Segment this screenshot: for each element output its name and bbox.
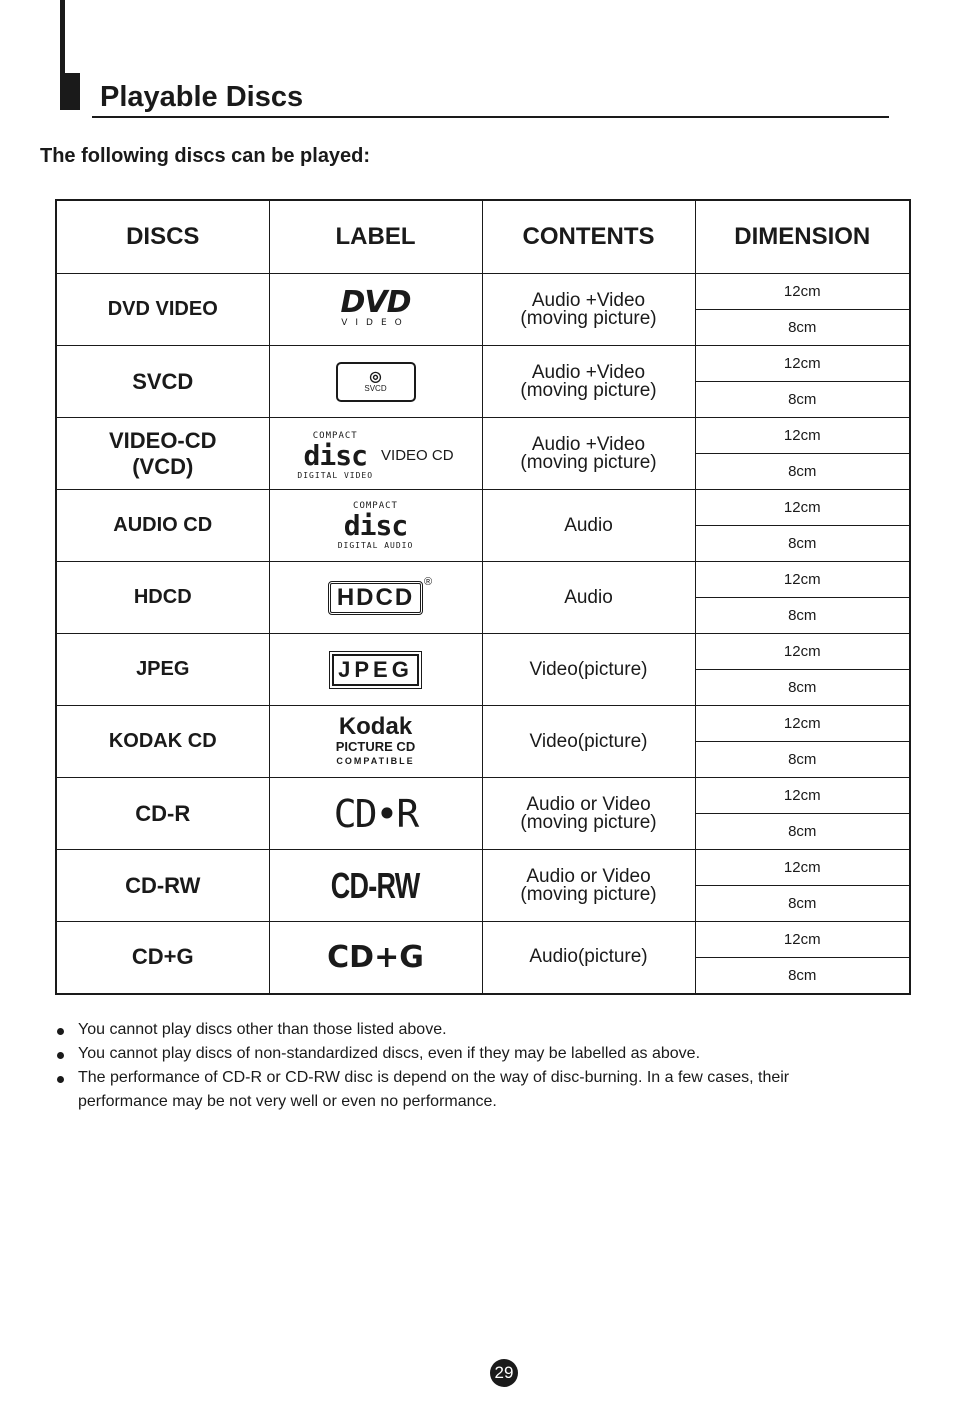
- logo-main-text: disc: [303, 438, 367, 472]
- disc-name: AUDIO CD: [56, 490, 269, 562]
- contents-line: (moving picture): [520, 451, 657, 473]
- table-row: [56, 634, 910, 706]
- dimension-8cm: 8cm: [788, 607, 817, 624]
- contents-cell: [482, 706, 695, 778]
- disc-logo-cell: [269, 778, 482, 850]
- dimension-12cm: 12cm: [696, 922, 910, 958]
- contents-line: Audio +Video: [531, 361, 646, 383]
- contents-line: (moving picture): [520, 811, 657, 833]
- dimension-cell: [695, 562, 910, 634]
- contents-cell: [482, 346, 695, 418]
- contents-line: Audio: [564, 514, 613, 536]
- disc-name: DVD VIDEO: [56, 274, 269, 346]
- logo-sub-text: PICTURE CD: [335, 739, 416, 754]
- table-row: [56, 418, 910, 490]
- dimension-cell: [695, 274, 910, 346]
- compact-disc-audio-logo: [338, 499, 414, 553]
- dimension-12cm: 12cm: [696, 418, 910, 454]
- hdcd-logo: [328, 575, 435, 615]
- dvd-video-logo: [340, 285, 411, 329]
- dimension-8cm: 8cm: [788, 535, 817, 552]
- logo-top-text: COMPACT: [353, 500, 398, 511]
- notes-list: [57, 1018, 857, 1114]
- dimension-12cm: 12cm: [696, 634, 910, 670]
- contents-line: (moving picture): [520, 379, 657, 401]
- dimension-cell: [695, 706, 910, 778]
- contents-cell: [482, 634, 695, 706]
- contents-line: Audio or Video: [526, 865, 651, 887]
- dimension-12cm: 12cm: [696, 490, 910, 526]
- logo-main-text: HDCD: [336, 583, 415, 611]
- video-cd-logo: [297, 429, 453, 483]
- dimension-cell: [695, 490, 910, 562]
- disc-logo-cell: [269, 346, 482, 418]
- disc-logo-cell: [269, 562, 482, 634]
- contents-line: Video(picture): [529, 658, 648, 680]
- disc-logo-cell: [269, 274, 482, 346]
- logo-sub2-text: COMPATIBLE: [336, 756, 415, 766]
- contents-cell: [482, 778, 695, 850]
- dimension-8cm: 8cm: [788, 391, 817, 408]
- disc-logo-cell: [269, 418, 482, 490]
- contents-cell: [482, 562, 695, 634]
- dimension-8cm: 8cm: [788, 895, 817, 912]
- video-cd-text: VIDEO CD: [381, 447, 454, 464]
- contents-cell: [482, 850, 695, 922]
- disc-name: CD-RW: [56, 850, 269, 922]
- cd-r-logo: CD•R: [333, 791, 418, 836]
- logo-main-text: Kodak: [338, 713, 413, 740]
- dimension-cell: [695, 850, 910, 922]
- note-item: You cannot play discs of non-standardized discs, even if they may be labelled as above.: [57, 1042, 857, 1066]
- contents-line: Audio(picture): [529, 946, 648, 968]
- header-dimension: DIMENSION: [695, 200, 910, 274]
- dimension-8cm: 8cm: [788, 966, 817, 984]
- page-number: 29: [490, 1359, 518, 1387]
- logo-sub-text: VIDEO: [341, 318, 410, 328]
- contents-line: Audio: [564, 586, 613, 608]
- disc-name-line: (VCD): [132, 453, 194, 479]
- disc-name: [56, 418, 269, 490]
- dimension-cell: [695, 418, 910, 490]
- table-row: [56, 706, 910, 778]
- dimension-8cm: 8cm: [788, 319, 817, 336]
- disc-icon: ◎: [369, 367, 382, 384]
- header-corner-block: [60, 73, 80, 110]
- disc-name-line: VIDEO-CD: [108, 427, 217, 453]
- compact-disc-logo: [297, 429, 373, 483]
- registered-mark: ®: [424, 575, 435, 588]
- dimension-12cm: 12cm: [696, 706, 910, 742]
- dimension-cell: [695, 634, 910, 706]
- contents-line: (moving picture): [520, 307, 657, 329]
- disc-name: KODAK CD: [56, 706, 269, 778]
- contents-line: Audio or Video: [526, 793, 651, 815]
- svcd-logo: [336, 362, 416, 402]
- note-item: The performance of CD-R or CD-RW disc is depend on the way of disc-burning. In a few cases, their performance may be not very well or even no performance.: [57, 1066, 857, 1114]
- header-label: LABEL: [269, 200, 482, 274]
- contents-cell: [482, 274, 695, 346]
- header-discs: DISCS: [56, 200, 269, 274]
- contents-cell: [482, 418, 695, 490]
- disc-logo-cell: [269, 850, 482, 922]
- dimension-8cm: 8cm: [788, 679, 817, 696]
- cd-g-logo: CD+G: [327, 939, 424, 975]
- contents-cell: [482, 490, 695, 562]
- disc-logo-cell: [269, 706, 482, 778]
- disc-name: CD+G: [56, 922, 269, 994]
- dimension-12cm: 12cm: [696, 778, 910, 814]
- kodak-picture-cd-logo: [336, 714, 415, 768]
- dimension-12cm: 12cm: [696, 562, 910, 598]
- table-row: [56, 490, 910, 562]
- table-row: [56, 850, 910, 922]
- logo-main-text: disc: [343, 508, 408, 542]
- disc-logo-cell: [269, 634, 482, 706]
- dimension-12cm: 12cm: [696, 346, 910, 382]
- contents-line: (moving picture): [520, 883, 657, 905]
- jpeg-logo: JPEG: [332, 654, 419, 686]
- dimension-12cm: 12cm: [696, 850, 910, 886]
- dimension-8cm: 8cm: [788, 751, 817, 768]
- disc-logo-cell: [269, 922, 482, 994]
- logo-main-text: DVD: [340, 285, 411, 320]
- contents-line: Audio +Video: [531, 289, 646, 311]
- logo-main-text: SVCD: [364, 383, 387, 393]
- logo-sub-text: DIGITAL VIDEO: [297, 470, 374, 480]
- table-row: [56, 922, 910, 994]
- disc-name: CD-R: [56, 778, 269, 850]
- subtitle: The following discs can be played:: [40, 145, 371, 167]
- contents-cell: [482, 922, 695, 994]
- playable-discs-table: [55, 199, 911, 995]
- table-row: [56, 778, 910, 850]
- disc-name: HDCD: [56, 562, 269, 634]
- table-row: [56, 346, 910, 418]
- dimension-cell: [695, 922, 910, 994]
- dimension-cell: [695, 778, 910, 850]
- dimension-8cm: 8cm: [788, 463, 817, 480]
- logo-top-text: COMPACT: [312, 430, 358, 441]
- dimension-8cm: 8cm: [788, 823, 817, 840]
- cd-rw-logo: CD-RW: [331, 864, 420, 906]
- dimension-12cm: 12cm: [696, 274, 910, 310]
- contents-line: Video(picture): [529, 730, 648, 752]
- disc-name: SVCD: [56, 346, 269, 418]
- table-row: [56, 274, 910, 346]
- logo-sub-text: DIGITAL AUDIO: [337, 540, 414, 550]
- title-underline: [92, 116, 889, 118]
- dimension-cell: [695, 346, 910, 418]
- disc-logo-cell: [269, 490, 482, 562]
- note-item: You cannot play discs other than those listed above.: [57, 1018, 857, 1042]
- disc-name: JPEG: [56, 634, 269, 706]
- page-title: Playable Discs: [100, 81, 304, 113]
- header-contents: CONTENTS: [482, 200, 695, 274]
- contents-line: Audio +Video: [531, 433, 646, 455]
- table-row: [56, 562, 910, 634]
- table-header-row: [56, 200, 910, 274]
